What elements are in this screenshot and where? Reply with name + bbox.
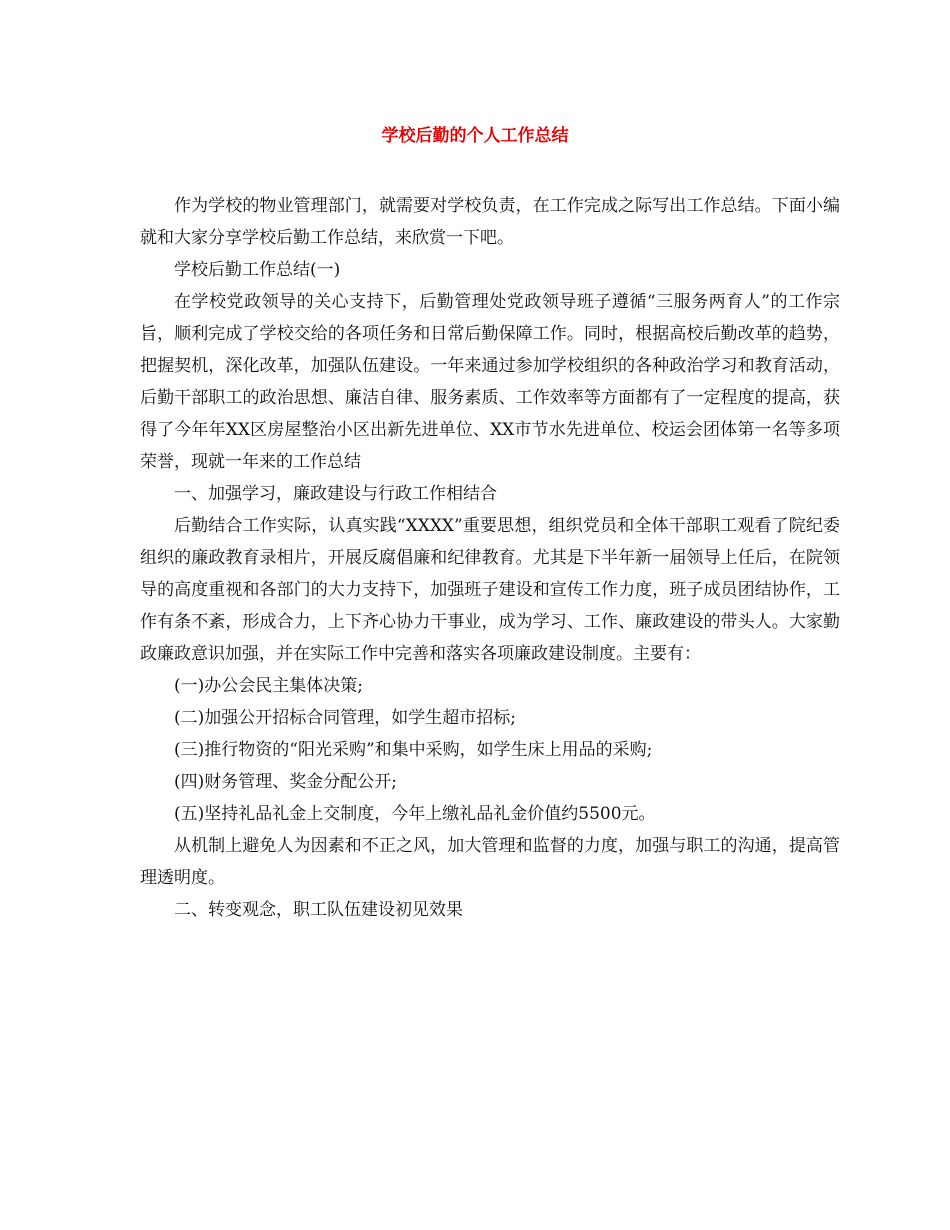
body-paragraph: 从机制上避免人为因素和不正之风，加大管理和监督的力度，加强与职工的沟通，提高管理透明度。 <box>140 836 840 888</box>
document-title: 学校后勤的个人工作总结 <box>381 126 569 146</box>
section-heading-summary-1: 学校后勤工作总结(一) <box>174 260 341 280</box>
section-heading-1: 一、加强学习，廉政建设与行政工作相结合 <box>174 484 497 504</box>
list-item: (一)办公会民主集体决策; <box>174 676 363 696</box>
body-paragraph: 后勤结合工作实际，认真实践“XXXX”重要思想，组织党员和全体干部职工观看了院纪委组织的廉政教育录相片，开展反腐倡廉和纪律教育。尤其是下半年新一届领导上任后，在院领导的高度重视和各部门的大力支持下，加强班子建设和宣传工作力度，班子成员团结协作，工作有条不紊，形成合力，上下齐心协力干事业，成为学习、工作、廉政建设的带头人。大家勤政廉政意识加强，并在实际工作中完善和落实各项廉政建设制度。主要有： <box>140 516 840 664</box>
body-paragraph: 在学校党政领导的关心支持下，后勤管理处党政领导班子遵循“三服务两育人”的工作宗旨，顺利完成了学校交给的各项任务和日常后勤保障工作。同时，根据高校后勤改革的趋势，把握契机，深化改革，加强队伍建设。一年来通过参加学校组织的各种政治学习和教育活动，后勤干部职工的政治思想、廉洁自律、服务素质、工作效率等方面都有了一定程度的提高，获得了今年年XX区房屋整治小区出新先进单位、XX市节水先进单位、校运会团体第一名等多项荣誉，现就一年来的工作总结 <box>140 292 840 472</box>
document-body <box>140 190 840 926</box>
list-item: (三)推行物资的“阳光采购”和集中采购，如学生床上用品的采购; <box>174 740 653 760</box>
list-item: (五)坚持礼品礼金上交制度，今年上缴礼品礼金价值约5500元。 <box>174 804 656 824</box>
list-item: (二)加强公开招标合同管理，如学生超市招标; <box>174 708 516 728</box>
list-item: (四)财务管理、奖金分配公开; <box>174 772 397 792</box>
section-heading-2: 二、转变观念，职工队伍建设初见效果 <box>174 900 463 920</box>
intro-paragraph: 作为学校的物业管理部门，就需要对学校负责，在工作完成之际写出工作总结。下面小编就和大家分享学校后勤工作总结，来欣赏一下吧。 <box>140 196 840 248</box>
